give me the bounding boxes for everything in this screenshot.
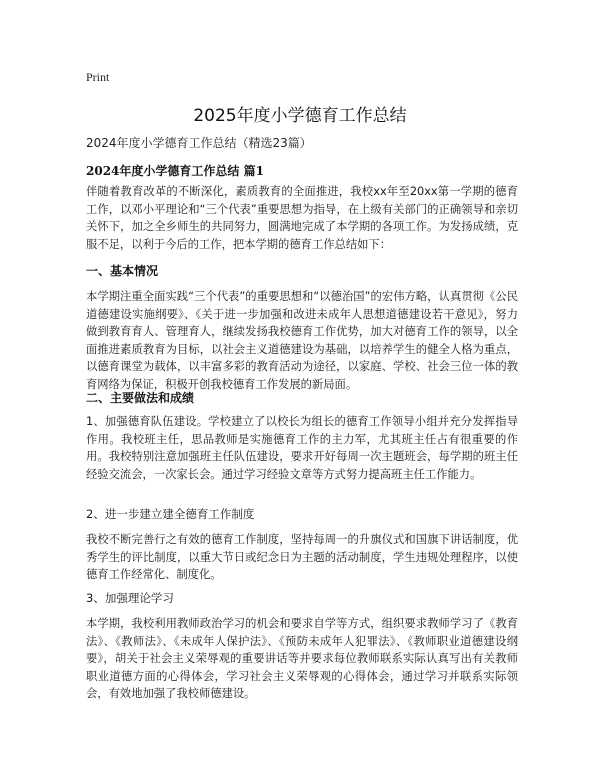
document-subtitle: 2024年度小学德育工作总结（精选23篇） [86,136,312,150]
section1-heading: 一、基本情况 [86,264,159,278]
section2-item2-heading: 2、进一步建立建全德育工作制度 [86,507,255,521]
article-title: 2024年度小学德育工作总结 篇1 [86,164,264,178]
print-link[interactable]: Print [86,70,110,84]
section2-item3-paragraph: 本学期，我校利用教师政治学习的机会和要求自学等方式，组织要求教师学习了《教育法》、《教师法》、《未成年人保护法》、《预防未成年人犯罪法》、《教师职业道德建设纲要》，胡关于社会主义荣辱观的重要讲话等并要求每位教师联系实际认真写出有关教师职业道德方面的心得体会，学习社会主义荣辱观的心得体会，通过学习并联系实际领会，有效地加强了我校师德建设。 [86,617,518,701]
section2-item3-heading: 3、加强理论学习 [86,591,174,605]
section1-paragraph: 本学期注重全面实践“三个代表”的重要思想和“以德治国”的宏伟方略，认真贯彻《公民道德建设实施纲要》、《关于进一步加强和改进未成年人思想道德建设若干意见》，努力做到教育育人、管理育人，继续发扬我校德育工作优势，加大对德育工作的领导，以全面推进素质教育为目标，以社会主义道德建设为基础，以培养学生的健全人格为重点，以德育课堂为载体，以丰富多彩的教育活动为途径，以家庭、学校、社会三位一体的教育网络为保证，积极开创我校德育工作发展的新局面。 [86,290,518,391]
page-title: 2025年度小学德育工作总结 [193,106,407,126]
section2-item2-paragraph: 我校不断完善行之有效的德育工作制度，坚持每周一的升旗仪式和国旗下讲话制度，优秀学生的评比制度，以重大节日或纪念日为主题的活动制度，学生违规处理程序，以使德育工作经常化、制度化。 [86,533,518,582]
section2-heading: 二、主要做法和成绩 [86,391,195,405]
section2-item1: 1、加强德育队伍建设。学校建立了以校长为组长的德育工作领导小组并充分发挥指导作用。我校班主任，思品教师是实施德育工作的主力军，尤其班主任占有很重要的作用。我校特别注意加强班主任队伍建设，要求开好每周一次主题班会，每学期的班主任经验交流会，一次家长会。通过学习经验文章等方式努力提高班主任工作能力。 [86,415,518,481]
intro-paragraph: 伴随着教育改革的不断深化，素质教育的全面推进，我校xx年至20xx第一学期的德育工作，以邓小平理论和“三个代表”重要思想为指导，在上级有关部门的正确领导和亲切关怀下，加之全乡师生的共同努力，圆满地完成了本学期的各项工作。为发扬成绩，克服不足，以利于今后的工作，把本学期的德育工作总结如下： [86,185,518,251]
